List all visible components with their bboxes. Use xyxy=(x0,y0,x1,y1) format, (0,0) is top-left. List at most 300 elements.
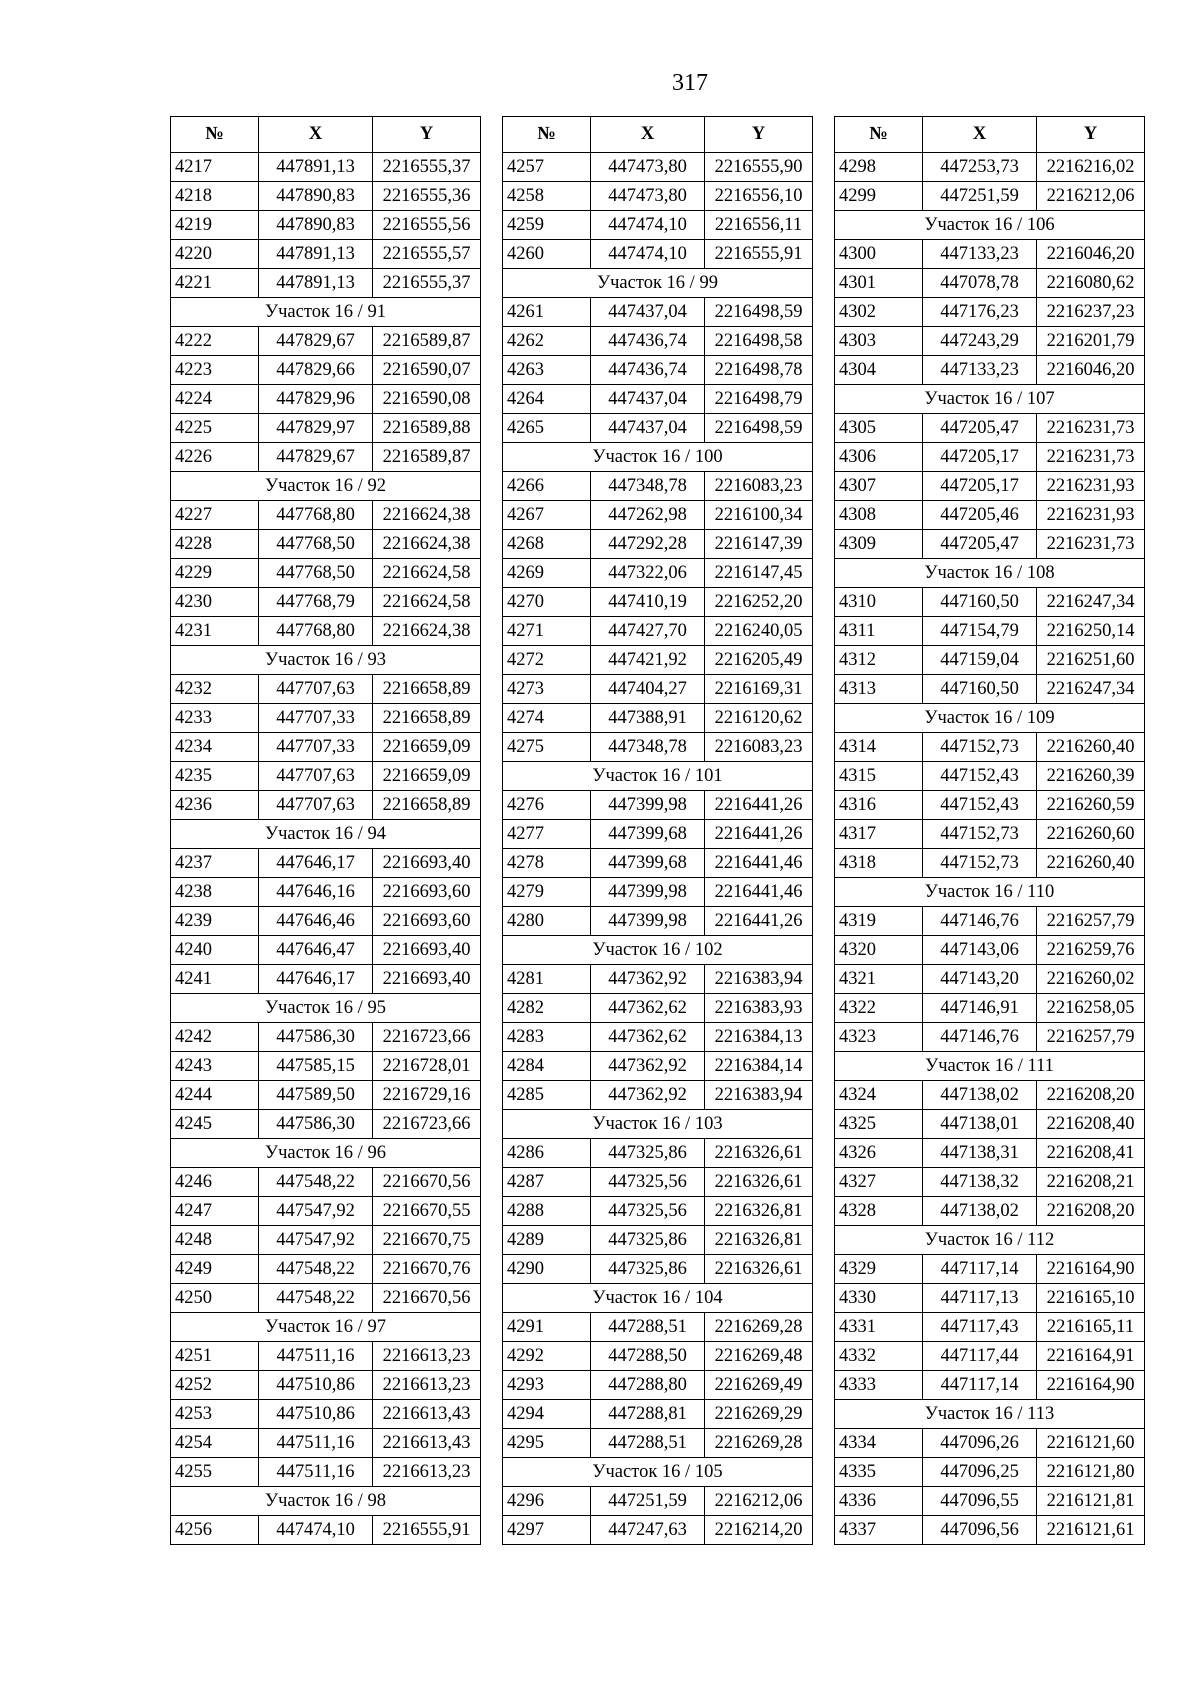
x-coordinate-cell: 447117,43 xyxy=(923,1313,1037,1342)
x-coordinate-cell: 447768,79 xyxy=(259,588,373,617)
point-number-cell: 4281 xyxy=(503,965,591,994)
point-number-cell: 4242 xyxy=(171,1023,259,1052)
x-coordinate-cell: 447768,80 xyxy=(259,501,373,530)
x-coordinate-cell: 447474,10 xyxy=(591,240,705,269)
table-row xyxy=(171,414,481,443)
x-coordinate-cell: 447152,73 xyxy=(923,733,1037,762)
point-number-cell: 4329 xyxy=(835,1255,923,1284)
point-number-cell: 4223 xyxy=(171,356,259,385)
point-number-cell: 4252 xyxy=(171,1371,259,1400)
y-coordinate-cell: 2216269,49 xyxy=(705,1371,813,1400)
x-coordinate-cell: 447262,98 xyxy=(591,501,705,530)
point-number-cell: 4270 xyxy=(503,588,591,617)
x-coordinate-cell: 447646,47 xyxy=(259,936,373,965)
x-coordinate-cell: 447421,92 xyxy=(591,646,705,675)
point-number-cell: 4265 xyxy=(503,414,591,443)
table-row xyxy=(171,385,481,414)
table-row xyxy=(835,327,1145,356)
table-row xyxy=(171,1226,481,1255)
point-number-cell: 4289 xyxy=(503,1226,591,1255)
y-coordinate-cell: 2216555,56 xyxy=(373,211,481,240)
y-coordinate-cell: 2216693,40 xyxy=(373,849,481,878)
table-row xyxy=(503,849,813,878)
x-coordinate-cell: 447288,51 xyxy=(591,1429,705,1458)
x-coordinate-cell: 447437,04 xyxy=(591,414,705,443)
point-number-cell: 4238 xyxy=(171,878,259,907)
table-row xyxy=(503,414,813,443)
section-row xyxy=(835,1226,1145,1255)
x-coordinate-cell: 447152,73 xyxy=(923,820,1037,849)
point-number-cell: 4233 xyxy=(171,704,259,733)
point-number-cell: 4306 xyxy=(835,443,923,472)
point-number-cell: 4312 xyxy=(835,646,923,675)
y-coordinate-cell: 2216259,76 xyxy=(1037,936,1145,965)
y-coordinate-cell: 2216120,62 xyxy=(705,704,813,733)
y-coordinate-cell: 2216624,58 xyxy=(373,588,481,617)
table-row xyxy=(835,1110,1145,1139)
point-number-cell: 4304 xyxy=(835,356,923,385)
y-coordinate-cell: 2216659,09 xyxy=(373,733,481,762)
x-coordinate-cell: 447511,16 xyxy=(259,1458,373,1487)
x-coordinate-cell: 447325,56 xyxy=(591,1197,705,1226)
x-coordinate-cell: 447176,23 xyxy=(923,298,1037,327)
header-y: Y xyxy=(373,117,481,153)
section-row xyxy=(171,646,481,675)
table-row xyxy=(503,1052,813,1081)
table-row xyxy=(503,1255,813,1284)
section-row xyxy=(835,1400,1145,1429)
y-coordinate-cell: 2216231,73 xyxy=(1037,530,1145,559)
y-coordinate-cell: 2216670,56 xyxy=(373,1168,481,1197)
x-coordinate-cell: 447138,02 xyxy=(923,1197,1037,1226)
point-number-cell: 4269 xyxy=(503,559,591,588)
y-coordinate-cell: 2216555,37 xyxy=(373,269,481,298)
x-coordinate-cell: 447152,43 xyxy=(923,762,1037,791)
section-row xyxy=(171,1139,481,1168)
table-row xyxy=(503,385,813,414)
table-row xyxy=(503,588,813,617)
table-row xyxy=(835,153,1145,182)
y-coordinate-cell: 2216258,05 xyxy=(1037,994,1145,1023)
point-number-cell: 4285 xyxy=(503,1081,591,1110)
section-title: Участок 16 / 113 xyxy=(835,1400,1145,1429)
table-row xyxy=(503,617,813,646)
x-coordinate-cell: 447205,17 xyxy=(923,443,1037,472)
point-number-cell: 4320 xyxy=(835,936,923,965)
table-row xyxy=(835,994,1145,1023)
header-number: № xyxy=(835,117,923,153)
table-row xyxy=(171,182,481,211)
y-coordinate-cell: 2216556,11 xyxy=(705,211,813,240)
x-coordinate-cell: 447707,33 xyxy=(259,733,373,762)
y-coordinate-cell: 2216555,91 xyxy=(705,240,813,269)
x-coordinate-cell: 447474,10 xyxy=(591,211,705,240)
x-coordinate-cell: 447117,14 xyxy=(923,1255,1037,1284)
y-coordinate-cell: 2216257,79 xyxy=(1037,907,1145,936)
y-coordinate-cell: 2216693,60 xyxy=(373,878,481,907)
y-coordinate-cell: 2216555,91 xyxy=(373,1516,481,1545)
header-x: X xyxy=(259,117,373,153)
point-number-cell: 4310 xyxy=(835,588,923,617)
y-coordinate-cell: 2216046,20 xyxy=(1037,240,1145,269)
x-coordinate-cell: 447891,13 xyxy=(259,240,373,269)
table-row xyxy=(835,936,1145,965)
point-number-cell: 4323 xyxy=(835,1023,923,1052)
y-coordinate-cell: 2216269,28 xyxy=(705,1313,813,1342)
coordinate-table-1 xyxy=(170,116,481,1545)
point-number-cell: 4307 xyxy=(835,472,923,501)
table-row xyxy=(171,240,481,269)
section-title: Участок 16 / 109 xyxy=(835,704,1145,733)
y-coordinate-cell: 2216498,59 xyxy=(705,414,813,443)
y-coordinate-cell: 2216326,61 xyxy=(705,1168,813,1197)
x-coordinate-cell: 447473,80 xyxy=(591,182,705,211)
point-number-cell: 4254 xyxy=(171,1429,259,1458)
y-coordinate-cell: 2216729,16 xyxy=(373,1081,481,1110)
point-number-cell: 4219 xyxy=(171,211,259,240)
y-coordinate-cell: 2216252,20 xyxy=(705,588,813,617)
table-row xyxy=(503,472,813,501)
point-number-cell: 4217 xyxy=(171,153,259,182)
table-row xyxy=(503,907,813,936)
y-coordinate-cell: 2216165,10 xyxy=(1037,1284,1145,1313)
x-coordinate-cell: 447891,13 xyxy=(259,153,373,182)
table-row xyxy=(171,530,481,559)
point-number-cell: 4266 xyxy=(503,472,591,501)
y-coordinate-cell: 2216147,45 xyxy=(705,559,813,588)
point-number-cell: 4300 xyxy=(835,240,923,269)
point-number-cell: 4335 xyxy=(835,1458,923,1487)
point-number-cell: 4327 xyxy=(835,1168,923,1197)
point-number-cell: 4319 xyxy=(835,907,923,936)
x-coordinate-cell: 447096,26 xyxy=(923,1429,1037,1458)
point-number-cell: 4309 xyxy=(835,530,923,559)
table-row xyxy=(503,211,813,240)
point-number-cell: 4287 xyxy=(503,1168,591,1197)
y-coordinate-cell: 2216231,73 xyxy=(1037,414,1145,443)
table-row xyxy=(171,1400,481,1429)
y-coordinate-cell: 2216326,61 xyxy=(705,1255,813,1284)
x-coordinate-cell: 447707,63 xyxy=(259,791,373,820)
x-coordinate-cell: 447399,98 xyxy=(591,878,705,907)
y-coordinate-cell: 2216212,06 xyxy=(705,1487,813,1516)
point-number-cell: 4260 xyxy=(503,240,591,269)
table-row xyxy=(171,1081,481,1110)
y-coordinate-cell: 2216693,40 xyxy=(373,965,481,994)
x-coordinate-cell: 447548,22 xyxy=(259,1255,373,1284)
y-coordinate-cell: 2216670,75 xyxy=(373,1226,481,1255)
table-row xyxy=(503,298,813,327)
point-number-cell: 4225 xyxy=(171,414,259,443)
x-coordinate-cell: 447707,63 xyxy=(259,675,373,704)
table-row xyxy=(171,1255,481,1284)
table-row xyxy=(171,443,481,472)
table-row xyxy=(503,1226,813,1255)
table-row xyxy=(503,878,813,907)
y-coordinate-cell: 2216247,34 xyxy=(1037,588,1145,617)
y-coordinate-cell: 2216237,23 xyxy=(1037,298,1145,327)
y-coordinate-cell: 2216212,06 xyxy=(1037,182,1145,211)
y-coordinate-cell: 2216165,11 xyxy=(1037,1313,1145,1342)
table-row xyxy=(835,298,1145,327)
point-number-cell: 4263 xyxy=(503,356,591,385)
x-coordinate-cell: 447437,04 xyxy=(591,298,705,327)
table-row xyxy=(835,1139,1145,1168)
table-row xyxy=(835,1168,1145,1197)
table-row xyxy=(503,153,813,182)
point-number-cell: 4317 xyxy=(835,820,923,849)
y-coordinate-cell: 2216121,81 xyxy=(1037,1487,1145,1516)
y-coordinate-cell: 2216269,48 xyxy=(705,1342,813,1371)
table-row xyxy=(171,791,481,820)
point-number-cell: 4321 xyxy=(835,965,923,994)
y-coordinate-cell: 2216590,07 xyxy=(373,356,481,385)
y-coordinate-cell: 2216216,02 xyxy=(1037,153,1145,182)
section-title: Участок 16 / 107 xyxy=(835,385,1145,414)
x-coordinate-cell: 447143,06 xyxy=(923,936,1037,965)
section-title: Участок 16 / 101 xyxy=(503,762,813,791)
table-row xyxy=(835,1313,1145,1342)
table-row xyxy=(171,1284,481,1313)
table-row xyxy=(171,617,481,646)
x-coordinate-cell: 447646,16 xyxy=(259,878,373,907)
point-number-cell: 4220 xyxy=(171,240,259,269)
table-row xyxy=(171,501,481,530)
y-coordinate-cell: 2216658,89 xyxy=(373,675,481,704)
point-number-cell: 4228 xyxy=(171,530,259,559)
point-number-cell: 4336 xyxy=(835,1487,923,1516)
table-row xyxy=(835,820,1145,849)
x-coordinate-cell: 447589,50 xyxy=(259,1081,373,1110)
table-row xyxy=(171,269,481,298)
point-number-cell: 4255 xyxy=(171,1458,259,1487)
table-row xyxy=(503,1516,813,1545)
x-coordinate-cell: 447510,86 xyxy=(259,1400,373,1429)
point-number-cell: 4257 xyxy=(503,153,591,182)
table-row xyxy=(171,1052,481,1081)
x-coordinate-cell: 447547,92 xyxy=(259,1197,373,1226)
table-row xyxy=(835,1197,1145,1226)
y-coordinate-cell: 2216169,31 xyxy=(705,675,813,704)
y-coordinate-cell: 2216208,21 xyxy=(1037,1168,1145,1197)
x-coordinate-cell: 447154,79 xyxy=(923,617,1037,646)
y-coordinate-cell: 2216441,46 xyxy=(705,849,813,878)
y-coordinate-cell: 2216498,78 xyxy=(705,356,813,385)
table-row xyxy=(171,1371,481,1400)
table-row xyxy=(835,1458,1145,1487)
point-number-cell: 4274 xyxy=(503,704,591,733)
table-row xyxy=(835,588,1145,617)
point-number-cell: 4283 xyxy=(503,1023,591,1052)
table-row xyxy=(503,182,813,211)
table-row xyxy=(171,356,481,385)
y-coordinate-cell: 2216251,60 xyxy=(1037,646,1145,675)
section-row xyxy=(835,704,1145,733)
table-row xyxy=(171,1342,481,1371)
point-number-cell: 4318 xyxy=(835,849,923,878)
y-coordinate-cell: 2216441,26 xyxy=(705,791,813,820)
table-row xyxy=(171,1110,481,1139)
y-coordinate-cell: 2216100,34 xyxy=(705,501,813,530)
y-coordinate-cell: 2216613,43 xyxy=(373,1429,481,1458)
point-number-cell: 4316 xyxy=(835,791,923,820)
section-title: Участок 16 / 105 xyxy=(503,1458,813,1487)
x-coordinate-cell: 447410,19 xyxy=(591,588,705,617)
x-coordinate-cell: 447404,27 xyxy=(591,675,705,704)
y-coordinate-cell: 2216659,09 xyxy=(373,762,481,791)
point-number-cell: 4279 xyxy=(503,878,591,907)
y-coordinate-cell: 2216728,01 xyxy=(373,1052,481,1081)
point-number-cell: 4271 xyxy=(503,617,591,646)
y-coordinate-cell: 2216260,60 xyxy=(1037,820,1145,849)
y-coordinate-cell: 2216589,87 xyxy=(373,327,481,356)
x-coordinate-cell: 447133,23 xyxy=(923,356,1037,385)
table-row xyxy=(835,182,1145,211)
x-coordinate-cell: 447547,92 xyxy=(259,1226,373,1255)
table-row xyxy=(503,1168,813,1197)
point-number-cell: 4324 xyxy=(835,1081,923,1110)
x-coordinate-cell: 447474,10 xyxy=(259,1516,373,1545)
x-coordinate-cell: 447548,22 xyxy=(259,1284,373,1313)
point-number-cell: 4298 xyxy=(835,153,923,182)
section-row xyxy=(171,820,481,849)
x-coordinate-cell: 447427,70 xyxy=(591,617,705,646)
y-coordinate-cell: 2216441,26 xyxy=(705,907,813,936)
section-title: Участок 16 / 94 xyxy=(171,820,481,849)
x-coordinate-cell: 447707,33 xyxy=(259,704,373,733)
x-coordinate-cell: 447160,50 xyxy=(923,675,1037,704)
table-row xyxy=(835,733,1145,762)
y-coordinate-cell: 2216240,05 xyxy=(705,617,813,646)
y-coordinate-cell: 2216723,66 xyxy=(373,1110,481,1139)
section-title: Участок 16 / 95 xyxy=(171,994,481,1023)
x-coordinate-cell: 447247,63 xyxy=(591,1516,705,1545)
table-row xyxy=(171,733,481,762)
table-row xyxy=(503,675,813,704)
y-coordinate-cell: 2216214,20 xyxy=(705,1516,813,1545)
x-coordinate-cell: 447138,02 xyxy=(923,1081,1037,1110)
x-coordinate-cell: 447152,73 xyxy=(923,849,1037,878)
table-row xyxy=(503,240,813,269)
point-number-cell: 4297 xyxy=(503,1516,591,1545)
x-coordinate-cell: 447146,76 xyxy=(923,907,1037,936)
y-coordinate-cell: 2216589,88 xyxy=(373,414,481,443)
x-coordinate-cell: 447096,56 xyxy=(923,1516,1037,1545)
y-coordinate-cell: 2216208,20 xyxy=(1037,1081,1145,1110)
table-row xyxy=(171,1197,481,1226)
section-title: Участок 16 / 98 xyxy=(171,1487,481,1516)
y-coordinate-cell: 2216121,80 xyxy=(1037,1458,1145,1487)
header-x: X xyxy=(923,117,1037,153)
x-coordinate-cell: 447586,30 xyxy=(259,1110,373,1139)
y-coordinate-cell: 2216556,10 xyxy=(705,182,813,211)
table-row xyxy=(835,1023,1145,1052)
table-header-row xyxy=(171,117,481,153)
table-row xyxy=(835,1284,1145,1313)
y-coordinate-cell: 2216383,94 xyxy=(705,965,813,994)
point-number-cell: 4236 xyxy=(171,791,259,820)
point-number-cell: 4315 xyxy=(835,762,923,791)
x-coordinate-cell: 447288,51 xyxy=(591,1313,705,1342)
x-coordinate-cell: 447829,66 xyxy=(259,356,373,385)
point-number-cell: 4337 xyxy=(835,1516,923,1545)
table-row xyxy=(835,1516,1145,1545)
x-coordinate-cell: 447399,98 xyxy=(591,907,705,936)
section-title: Участок 16 / 100 xyxy=(503,443,813,472)
y-coordinate-cell: 2216164,90 xyxy=(1037,1371,1145,1400)
x-coordinate-cell: 447548,22 xyxy=(259,1168,373,1197)
y-coordinate-cell: 2216658,89 xyxy=(373,791,481,820)
y-coordinate-cell: 2216260,40 xyxy=(1037,733,1145,762)
point-number-cell: 4275 xyxy=(503,733,591,762)
point-number-cell: 4224 xyxy=(171,385,259,414)
point-number-cell: 4303 xyxy=(835,327,923,356)
y-coordinate-cell: 2216326,81 xyxy=(705,1197,813,1226)
y-coordinate-cell: 2216208,41 xyxy=(1037,1139,1145,1168)
x-coordinate-cell: 447362,62 xyxy=(591,994,705,1023)
header-y: Y xyxy=(705,117,813,153)
x-coordinate-cell: 447348,78 xyxy=(591,733,705,762)
table-row xyxy=(835,1487,1145,1516)
x-coordinate-cell: 447768,80 xyxy=(259,617,373,646)
point-number-cell: 4294 xyxy=(503,1400,591,1429)
table-header-row xyxy=(835,117,1145,153)
x-coordinate-cell: 447829,67 xyxy=(259,327,373,356)
section-title: Участок 16 / 103 xyxy=(503,1110,813,1139)
x-coordinate-cell: 447829,96 xyxy=(259,385,373,414)
y-coordinate-cell: 2216205,49 xyxy=(705,646,813,675)
x-coordinate-cell: 447436,74 xyxy=(591,356,705,385)
x-coordinate-cell: 447829,97 xyxy=(259,414,373,443)
x-coordinate-cell: 447511,16 xyxy=(259,1429,373,1458)
y-coordinate-cell: 2216257,79 xyxy=(1037,1023,1145,1052)
y-coordinate-cell: 2216613,43 xyxy=(373,1400,481,1429)
x-coordinate-cell: 447399,98 xyxy=(591,791,705,820)
y-coordinate-cell: 2216441,26 xyxy=(705,820,813,849)
table-row xyxy=(503,1342,813,1371)
x-coordinate-cell: 447325,86 xyxy=(591,1139,705,1168)
point-number-cell: 4331 xyxy=(835,1313,923,1342)
point-number-cell: 4325 xyxy=(835,1110,923,1139)
section-row xyxy=(503,1458,813,1487)
table-row xyxy=(503,733,813,762)
x-coordinate-cell: 447586,30 xyxy=(259,1023,373,1052)
table-row xyxy=(171,1023,481,1052)
y-coordinate-cell: 2216260,02 xyxy=(1037,965,1145,994)
x-coordinate-cell: 447138,31 xyxy=(923,1139,1037,1168)
y-coordinate-cell: 2216269,28 xyxy=(705,1429,813,1458)
y-coordinate-cell: 2216624,38 xyxy=(373,501,481,530)
table-row xyxy=(171,907,481,936)
y-coordinate-cell: 2216613,23 xyxy=(373,1458,481,1487)
y-coordinate-cell: 2216164,90 xyxy=(1037,1255,1145,1284)
point-number-cell: 4245 xyxy=(171,1110,259,1139)
y-coordinate-cell: 2216613,23 xyxy=(373,1371,481,1400)
point-number-cell: 4240 xyxy=(171,936,259,965)
x-coordinate-cell: 447511,16 xyxy=(259,1342,373,1371)
x-coordinate-cell: 447362,92 xyxy=(591,965,705,994)
y-coordinate-cell: 2216589,87 xyxy=(373,443,481,472)
x-coordinate-cell: 447205,47 xyxy=(923,414,1037,443)
table-row xyxy=(171,936,481,965)
table-row xyxy=(835,907,1145,936)
point-number-cell: 4282 xyxy=(503,994,591,1023)
y-coordinate-cell: 2216326,61 xyxy=(705,1139,813,1168)
y-coordinate-cell: 2216498,59 xyxy=(705,298,813,327)
y-coordinate-cell: 2216555,57 xyxy=(373,240,481,269)
coordinate-table-3 xyxy=(834,116,1145,1545)
table-row xyxy=(503,1081,813,1110)
